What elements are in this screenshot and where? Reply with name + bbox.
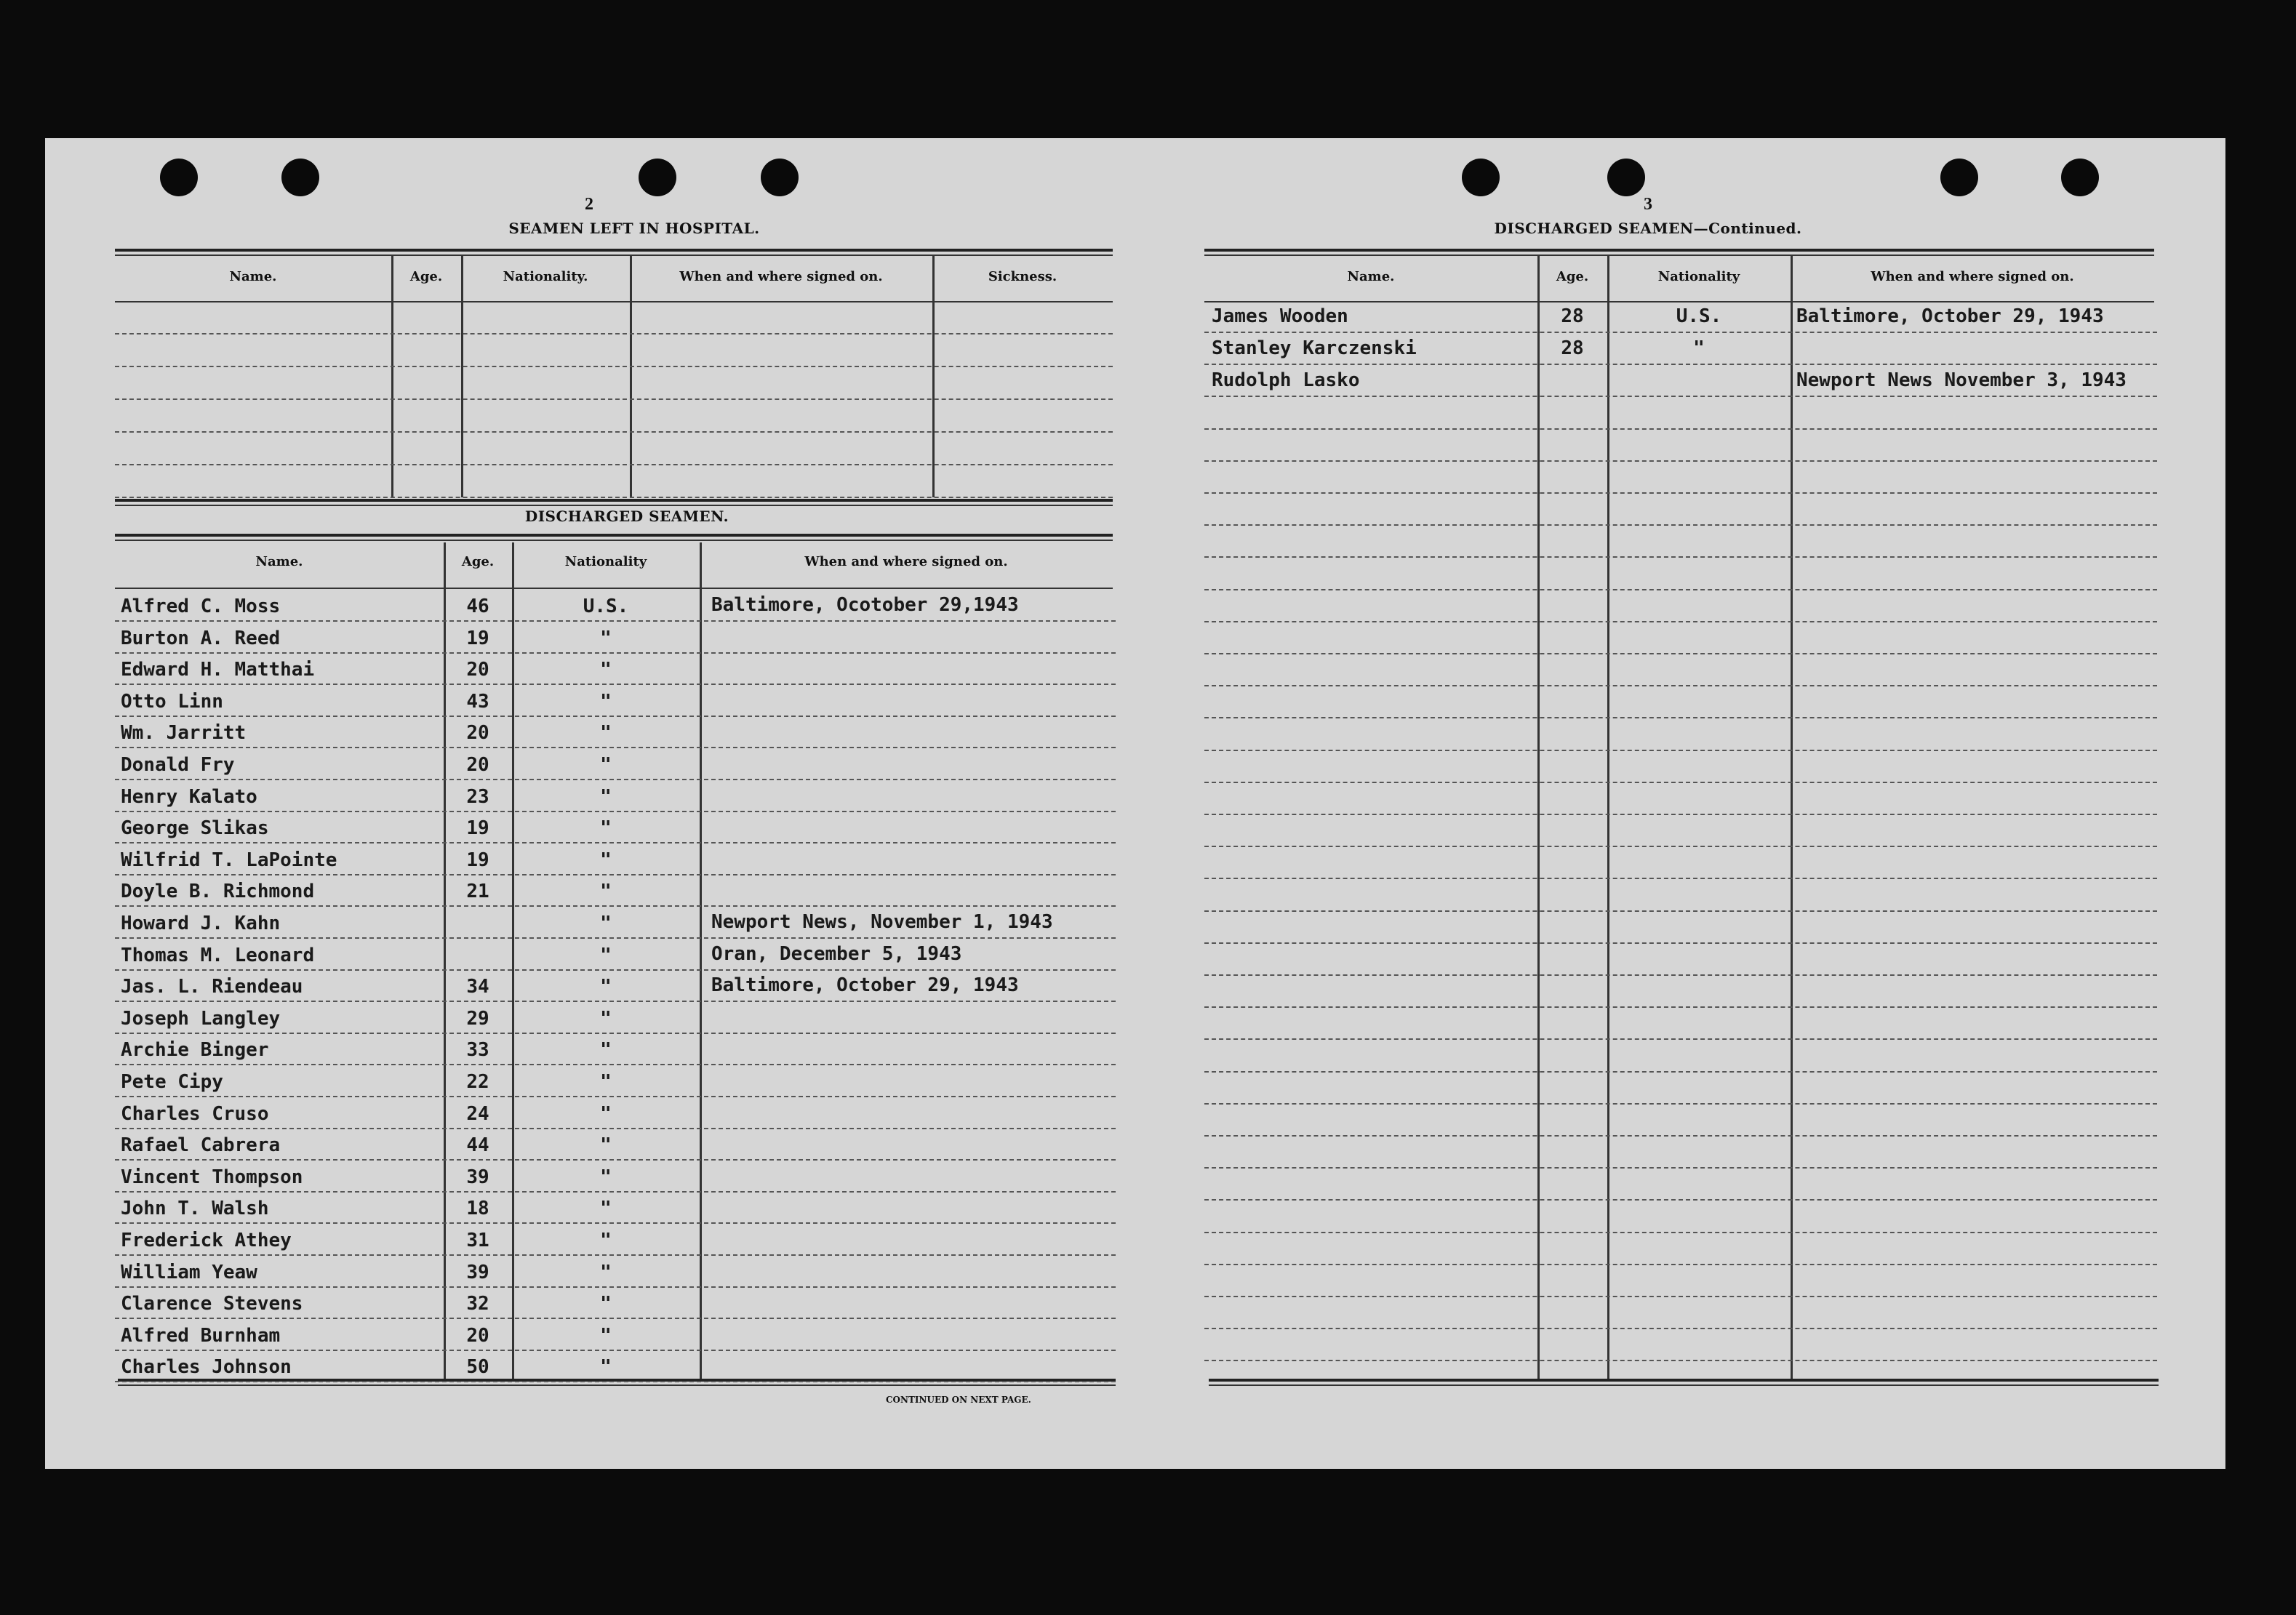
seaman-nationality: "	[600, 1071, 612, 1093]
row-rule	[1204, 1135, 2157, 1137]
seaman-nationality: "	[600, 1039, 612, 1062]
row-rule	[115, 1350, 1116, 1351]
row-rule	[115, 1001, 1116, 1002]
row-rule	[1204, 1103, 2157, 1105]
row-rule	[1204, 621, 2157, 622]
seaman-name: Jas. L. Riendeau	[121, 976, 303, 998]
row-rule	[1204, 782, 2157, 783]
column-divider	[461, 256, 463, 497]
seaman-age: 19	[466, 817, 489, 840]
seaman-signed-on: Newport News, November 1, 1943	[711, 911, 1053, 933]
seaman-nationality: "	[600, 754, 612, 776]
row-rule	[115, 1033, 1116, 1034]
row-rule	[115, 811, 1116, 812]
column-divider	[1607, 256, 1609, 1379]
page-number-right: 3	[1644, 195, 1652, 214]
page-number-left: 2	[585, 195, 593, 214]
row-rule	[1204, 1360, 2157, 1361]
row-rule	[115, 1064, 1116, 1065]
seaman-nationality: "	[600, 1230, 612, 1251]
seaman-nationality: "	[600, 817, 612, 840]
row-rule	[115, 333, 1113, 334]
row-rule	[115, 684, 1116, 685]
seaman-age: 44	[466, 1134, 489, 1157]
row-rule	[1204, 750, 2157, 751]
seaman-age: 29	[466, 1007, 489, 1030]
column-divider	[700, 542, 702, 1379]
row-rule	[115, 497, 1113, 498]
row-rule	[1204, 1199, 2157, 1201]
row-rule	[1204, 1167, 2157, 1169]
seaman-age: 33	[466, 1039, 489, 1062]
row-rule	[1204, 846, 2157, 847]
seaman-name: Frederick Athey	[121, 1230, 292, 1251]
punch-hole	[160, 159, 198, 196]
row-rule	[115, 464, 1113, 465]
column-divider	[1791, 256, 1793, 1379]
punch-hole	[2061, 159, 2099, 196]
row-rule	[1204, 910, 2157, 912]
row-rule	[1204, 1328, 2157, 1329]
discharged-column-header: Name.	[255, 554, 303, 569]
seaman-name: William Yeaw	[121, 1261, 257, 1283]
seaman-name: Alfred Burnham	[121, 1324, 281, 1347]
seaman-nationality: "	[600, 1324, 612, 1347]
punch-hole	[761, 159, 799, 196]
continued-column-header: Name.	[1347, 269, 1395, 284]
seaman-age: 22	[466, 1071, 489, 1093]
row-rule	[115, 398, 1113, 400]
seaman-nationality: "	[600, 1356, 612, 1379]
row-rule	[1204, 1006, 2157, 1008]
hospital-column-header: Nationality.	[503, 269, 588, 284]
seaman-age: 28	[1561, 305, 1584, 327]
seaman-nationality: "	[600, 849, 612, 871]
row-rule	[115, 1096, 1116, 1097]
seaman-name: Charles Johnson	[121, 1356, 292, 1379]
continued-column-header: Nationality	[1657, 269, 1740, 284]
seaman-nationality: "	[600, 1007, 612, 1030]
hospital-column-header: Age.	[409, 269, 443, 284]
seaman-name: Stanley Karczenski	[1212, 337, 1417, 360]
row-rule	[115, 747, 1116, 748]
row-rule	[115, 905, 1116, 907]
ledger-sheet	[45, 138, 2225, 1469]
seaman-name: Otto Linn	[121, 690, 223, 713]
row-rule	[115, 779, 1116, 780]
seaman-age: 18	[466, 1198, 489, 1220]
seaman-name: Vincent Thompson	[121, 1166, 303, 1188]
seaman-nationality: "	[600, 1166, 612, 1188]
discharged-column-header: When and where signed on.	[804, 554, 1008, 569]
seaman-age: 23	[466, 785, 489, 808]
row-rule	[1204, 1232, 2157, 1233]
row-rule	[115, 842, 1116, 843]
column-divider	[932, 256, 935, 497]
row-rule	[1204, 653, 2157, 654]
seaman-nationality: "	[600, 944, 612, 966]
continued-column-header: Age.	[1556, 269, 1589, 284]
seaman-name: Donald Fry	[121, 754, 235, 776]
seaman-age: 20	[466, 659, 489, 681]
seaman-signed-on: Baltimore, Ocotober 29,1943	[711, 594, 1019, 616]
seaman-nationality: "	[600, 722, 612, 745]
row-rule	[115, 1159, 1116, 1161]
seaman-name: Thomas M. Leonard	[121, 944, 315, 966]
row-rule	[1204, 1038, 2157, 1040]
seaman-nationality: "	[600, 1198, 612, 1220]
row-rule	[115, 1254, 1116, 1256]
hospital-column-header: Name.	[229, 269, 277, 284]
seaman-name: Alfred C. Moss	[121, 596, 281, 617]
row-rule	[1204, 814, 2157, 815]
row-rule	[115, 1128, 1116, 1129]
continued-footnote: CONTINUED ON NEXT PAGE.	[886, 1395, 1031, 1405]
row-rule	[1204, 332, 2157, 333]
seaman-name: John T. Walsh	[121, 1198, 269, 1220]
seaman-name: Henry Kalato	[121, 785, 257, 808]
row-rule	[1204, 878, 2157, 879]
seaman-signed-on: Baltimore, October 29, 1943	[711, 974, 1019, 997]
seaman-name: Clarence Stevens	[121, 1293, 303, 1315]
seaman-nationality: U.S.	[583, 596, 629, 617]
row-rule	[1204, 396, 2157, 397]
row-rule	[115, 366, 1113, 367]
seaman-age: 39	[466, 1261, 489, 1283]
seaman-age: 21	[466, 881, 489, 903]
row-rule	[1204, 685, 2157, 686]
seaman-nationality: "	[600, 659, 612, 681]
row-rule	[115, 937, 1116, 939]
row-rule	[115, 874, 1116, 875]
seaman-name: Rafael Cabrera	[121, 1134, 281, 1157]
hospital-section-title: SEAMEN LEFT IN HOSPITAL.	[508, 220, 760, 237]
continued-section-title: DISCHARGED SEAMEN—Continued.	[1494, 220, 1802, 237]
seaman-age: 19	[466, 627, 489, 649]
row-rule	[1204, 556, 2157, 558]
row-rule	[115, 716, 1116, 717]
row-rule	[1204, 524, 2157, 526]
row-rule	[1204, 1264, 2157, 1265]
punch-hole	[1940, 159, 1978, 196]
seaman-age: 20	[466, 1324, 489, 1347]
seaman-name: Charles Cruso	[121, 1102, 269, 1125]
seaman-age: 20	[466, 722, 489, 745]
row-rule	[1204, 589, 2157, 590]
seaman-age: 50	[466, 1356, 489, 1379]
seaman-age: 31	[466, 1230, 489, 1251]
continued-column-header: When and where signed on.	[1871, 269, 2074, 284]
discharged-column-header: Age.	[461, 554, 495, 569]
seaman-name: Wm. Jarritt	[121, 722, 247, 745]
punch-hole	[1607, 159, 1645, 196]
seaman-nationality: "	[600, 785, 612, 808]
seaman-signed-on: Newport News November 3, 1943	[1796, 369, 2127, 392]
seaman-age: 20	[466, 754, 489, 776]
row-rule	[115, 969, 1116, 971]
column-divider	[1537, 256, 1540, 1379]
row-rule	[1204, 460, 2157, 462]
row-rule	[115, 1191, 1116, 1193]
seaman-age: 39	[466, 1166, 489, 1188]
seaman-name: Pete Cipy	[121, 1071, 223, 1093]
seaman-nationality: "	[600, 1293, 612, 1315]
seaman-nationality: "	[600, 690, 612, 713]
seaman-name: James Wooden	[1212, 305, 1348, 327]
seaman-signed-on: Baltimore, October 29, 1943	[1796, 305, 2104, 327]
row-rule	[115, 620, 1116, 622]
row-rule	[115, 431, 1113, 433]
punch-hole	[281, 159, 319, 196]
row-rule	[1204, 492, 2157, 494]
seaman-name: Edward H. Matthai	[121, 659, 315, 681]
seaman-name: Burton A. Reed	[121, 627, 281, 649]
punch-hole	[639, 159, 676, 196]
seaman-age: 32	[466, 1293, 489, 1315]
row-rule	[1204, 717, 2157, 718]
row-rule	[115, 1286, 1116, 1288]
row-rule	[115, 652, 1116, 654]
seaman-nationality: "	[600, 913, 612, 934]
seaman-age: 46	[466, 596, 489, 617]
discharged-section-title: DISCHARGED SEAMEN.	[524, 508, 729, 525]
punch-hole	[1462, 159, 1500, 196]
seaman-age: 24	[466, 1102, 489, 1125]
seaman-age: 28	[1561, 337, 1584, 360]
seaman-nationality: "	[1693, 337, 1705, 360]
seaman-nationality: "	[600, 881, 612, 903]
row-rule	[115, 1318, 1116, 1319]
seaman-signed-on: Oran, December 5, 1943	[711, 942, 962, 965]
column-divider	[391, 256, 393, 497]
row-rule	[1204, 1296, 2157, 1297]
seaman-name: Rudolph Lasko	[1212, 369, 1360, 392]
hospital-column-header: Sickness.	[988, 269, 1057, 284]
row-rule	[115, 1222, 1116, 1224]
column-divider	[630, 256, 632, 497]
row-rule	[1204, 974, 2157, 976]
row-rule	[1204, 1071, 2157, 1073]
seaman-name: Howard J. Kahn	[121, 913, 281, 934]
row-rule	[115, 1381, 1116, 1382]
seaman-name: Wilfrid T. LaPointe	[121, 849, 337, 871]
row-rule	[1204, 942, 2157, 944]
seaman-nationality: "	[600, 1261, 612, 1283]
seaman-age: 34	[466, 976, 489, 998]
seaman-nationality: "	[600, 976, 612, 998]
seaman-name: Archie Binger	[121, 1039, 269, 1062]
seaman-nationality: "	[600, 1102, 612, 1125]
row-rule	[1204, 428, 2157, 430]
row-rule	[1204, 364, 2157, 365]
seaman-nationality: "	[600, 1134, 612, 1157]
seaman-name: George Slikas	[121, 817, 269, 840]
seaman-age: 43	[466, 690, 489, 713]
seaman-nationality: "	[600, 627, 612, 649]
seaman-name: Joseph Langley	[121, 1007, 281, 1030]
discharged-column-header: Nationality	[564, 554, 647, 569]
seaman-nationality: U.S.	[1676, 305, 1722, 327]
seaman-name: Doyle B. Richmond	[121, 881, 315, 903]
hospital-column-header: When and where signed on.	[679, 269, 883, 284]
seaman-age: 19	[466, 849, 489, 871]
